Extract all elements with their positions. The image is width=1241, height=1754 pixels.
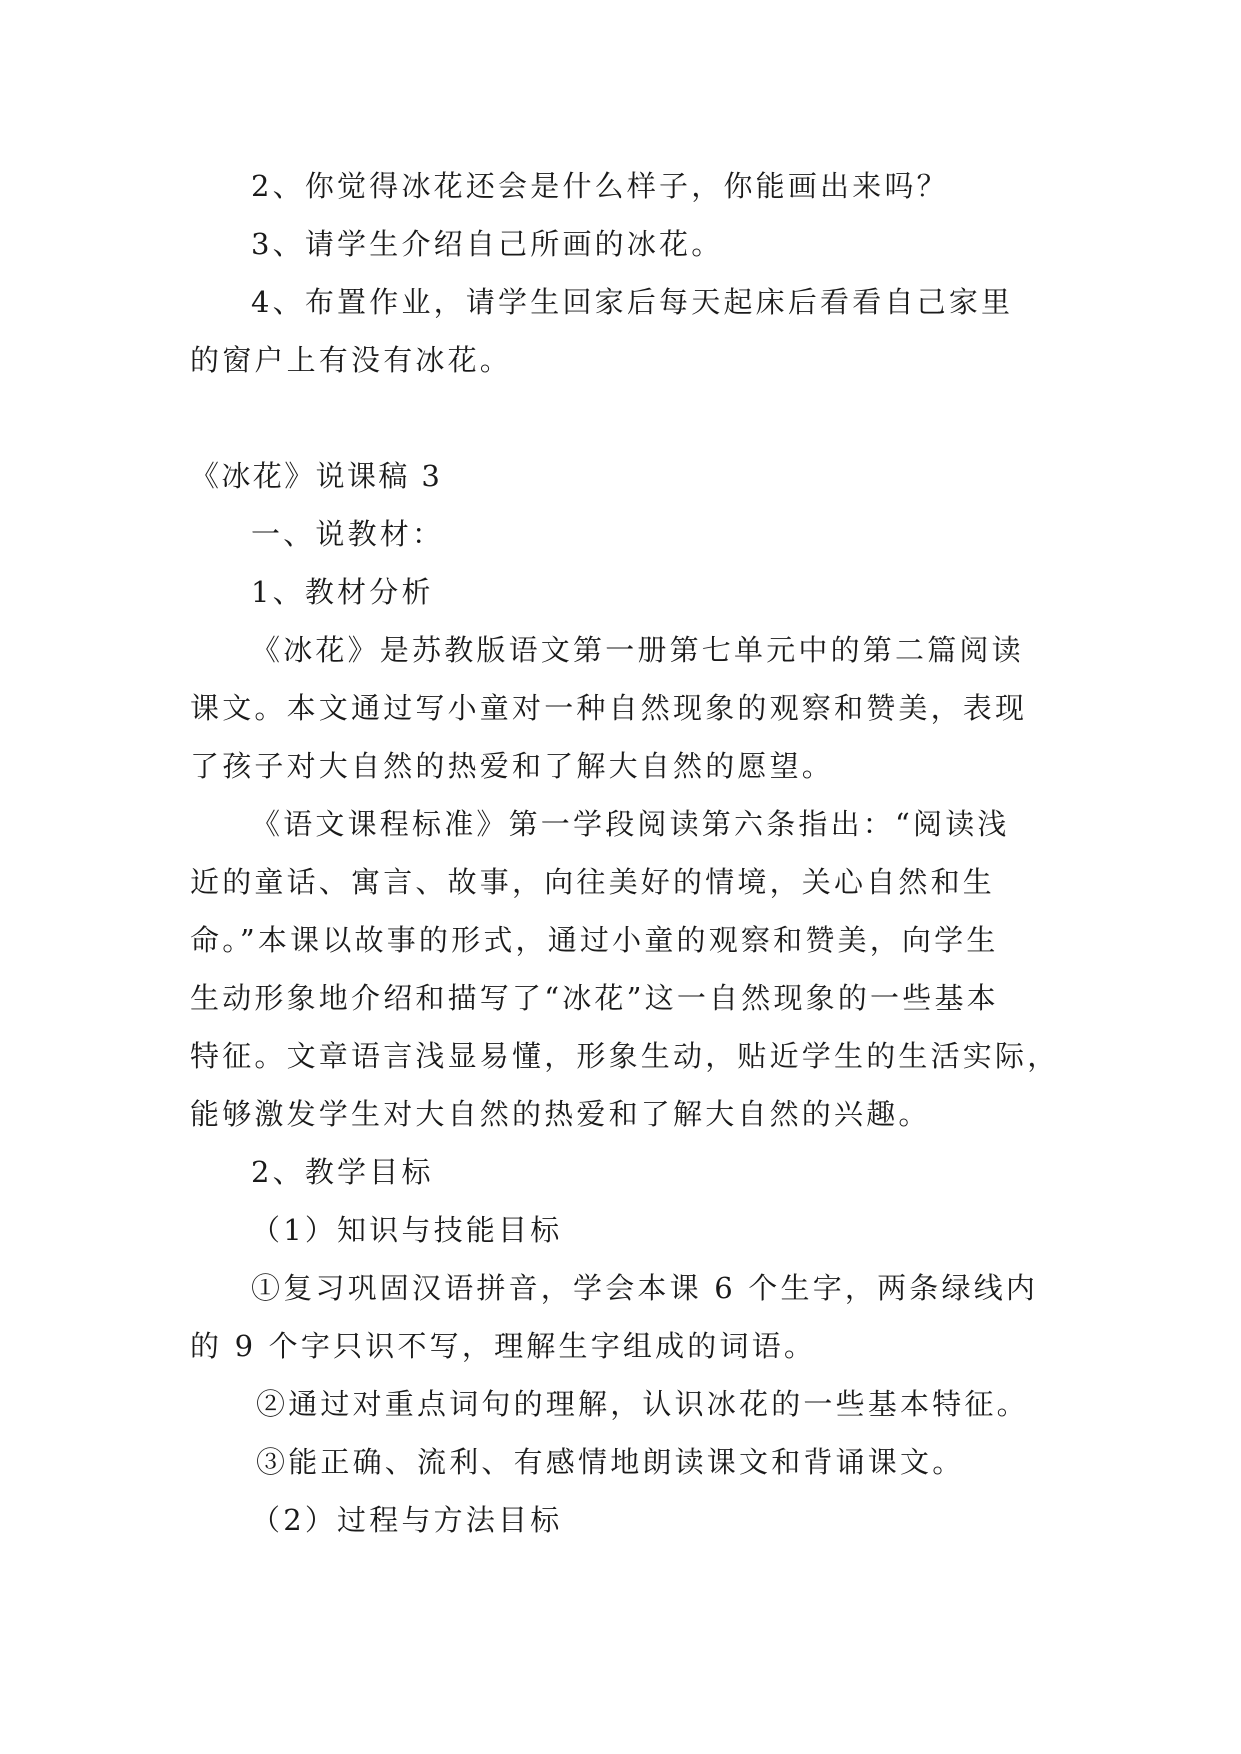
text-line: 《冰花》是苏教版语文第一册第七单元中的第二篇阅读 [251, 633, 1024, 667]
text-line: 的 9 个字只识不写，理解生字组成的词语。 [190, 1329, 817, 1363]
section-heading: 《冰花》说课稿 3 [190, 459, 443, 493]
text-line: 近的童话、寓言、故事，向往美好的情境，关心自然和生 [190, 865, 996, 899]
text-line: ①复习巩固汉语拼音，学会本课 6 个生字，两条绿线内 [251, 1271, 1039, 1305]
text-line: 特征。文章语言浅显易懂，形象生动，贴近学生的生活实际， [190, 1039, 1060, 1073]
text-line: （1）知识与技能目标 [251, 1213, 563, 1247]
text-line: 的窗户上有没有冰花。 [190, 343, 513, 377]
text-line: 4、布置作业，请学生回家后每天起床后看看自己家里 [251, 285, 1014, 319]
text-line: 《语文课程标准》第一学段阅读第六条指出：“阅读浅 [251, 807, 1010, 841]
text-line: 3、请学生介绍自己所画的冰花。 [251, 227, 724, 261]
text-line: 课文。本文通过写小童对一种自然现象的观察和赞美，表现 [190, 691, 1028, 725]
text-line: 一、说教材： [251, 517, 445, 551]
text-line: 1、教材分析 [251, 575, 434, 609]
text-line: ②通过对重点词句的理解，认识冰花的一些基本特征。 [256, 1387, 1029, 1421]
text-line: 了孩子对大自然的热爱和了解大自然的愿望。 [190, 749, 835, 783]
text-line: ③能正确、流利、有感情地朗读课文和背诵课文。 [256, 1445, 965, 1479]
text-line: 能够激发学生对大自然的热爱和了解大自然的兴趣。 [190, 1097, 931, 1131]
text-line: （2）过程与方法目标 [251, 1503, 563, 1537]
text-line: 2、教学目标 [251, 1155, 434, 1189]
text-line: 生动形象地介绍和描写了“冰花”这一自然现象的一些基本 [190, 981, 999, 1015]
text-line: 命。”本课以故事的形式，通过小童的观察和赞美，向学生 [190, 923, 999, 957]
text-line: 2、你觉得冰花还会是什么样子，你能画出来吗？ [251, 169, 949, 203]
